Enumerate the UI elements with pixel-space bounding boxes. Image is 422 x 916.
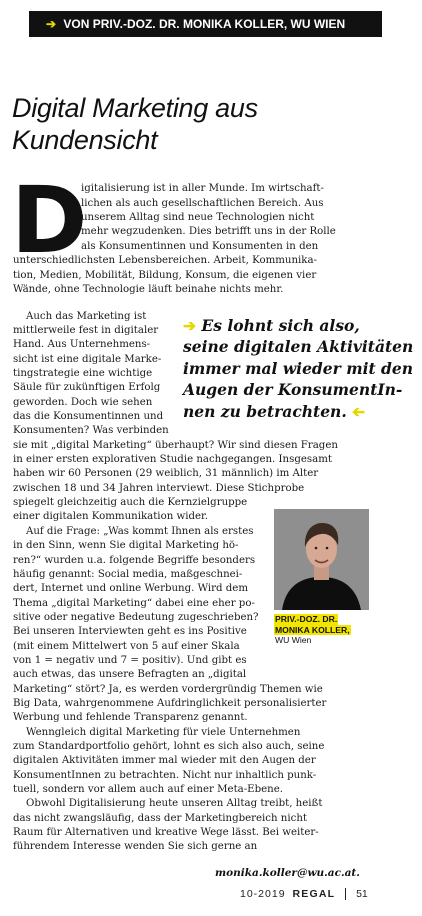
body-text-line: KonsumentInnen zu betrachten. Nicht nur inhaltlich punk- xyxy=(13,770,317,781)
body-text-line: in einer ersten explorativen Studie nachgegangen. Insgesamt xyxy=(13,454,332,465)
body-text-line: unterschiedlichsten Lebensbereichen. Arbeit, Kommunika- xyxy=(13,255,317,266)
arrow-right-icon: ➔ xyxy=(46,17,57,31)
caption-title: PRIV.-DOZ. DR. xyxy=(275,614,338,624)
body-text-line: tingstrategie eine wichtige xyxy=(13,368,153,379)
body-text-line: Hand. Aus Unternehmens- xyxy=(13,339,151,350)
body-text-line: geworden. Doch wie sehen xyxy=(13,397,153,408)
body-text-line: einer digitalen Kommunikation wider. xyxy=(13,511,209,522)
body-text-line: lichen als auch gesellschaftlichen Bereich. Aus xyxy=(81,198,324,209)
article-headline: Digital Marketing aus Kundensicht xyxy=(12,93,258,155)
body-text-line: digitalen Aktivitäten immer mal wieder mit den Augen der xyxy=(13,755,316,766)
pull-quote-line: Es lohnt sich also, xyxy=(201,316,360,335)
body-text-line: zum Standardportfolio gehört, lohnt es sich also auch, seine xyxy=(13,741,325,752)
body-text-line: auch etwas, das unsere Befragten an „digital xyxy=(13,669,247,680)
page-footer xyxy=(240,888,368,900)
body-text-line: Marketing“ stört? Ja, es werden vordergründig Themen wie xyxy=(13,684,323,695)
body-text-line: Thema „digital Marketing“ dabei eine eher po- xyxy=(13,598,255,609)
body-text-line: führendem Interesse wenden Sie sich gerne an xyxy=(13,841,258,852)
body-text-line: tion, Medien, Mobilität, Bildung, Konsum, die eigenen vier xyxy=(13,270,317,281)
body-text-line: sitive oder negative Bedeutung zugeschrieben? xyxy=(13,612,259,623)
body-text-line: Big Data, wahrgenommene Aufdringlichkeit personalisierter xyxy=(13,698,327,709)
banner-text: VON PRIV.-DOZ. DR. MONIKA KOLLER, WU WIEN xyxy=(63,17,346,31)
author-banner xyxy=(29,11,382,37)
body-text-line: als Konsumentinnen und Konsumenten in den xyxy=(81,241,319,252)
body-text-line: dert, Internet und online Werbung. Wird dem xyxy=(13,583,248,594)
pull-quote-line: seine digitalen Aktivitäten xyxy=(183,337,414,357)
body-text-line: spiegelt gleichzeitig auch die Kernzielgruppe xyxy=(13,497,248,508)
pull-quote-line: nen zu betrachten. xyxy=(183,401,347,421)
magazine-brand: REGAL xyxy=(292,888,336,900)
drop-cap: D xyxy=(11,167,88,274)
body-text-line: in den Sinn, wenn Sie digital Marketing hö- xyxy=(13,540,239,551)
body-text-line: Wände, ohne Technologie läuft beinahe nichts mehr. xyxy=(13,284,284,295)
pull-quote xyxy=(183,315,413,422)
pull-quote-line: immer mal wieder mit den xyxy=(183,358,414,378)
issue-date: 10-2019 xyxy=(240,888,286,900)
arrow-left-icon: ➔ xyxy=(352,401,366,421)
body-text-line: (mit einem Mittelwert von 5 auf einer Skala xyxy=(13,641,240,652)
arrow-right-icon: ➔ xyxy=(183,316,196,335)
page-number: 51 xyxy=(356,888,368,900)
body-text-line: Bei unseren Interviewten geht es ins Positive xyxy=(13,626,247,637)
body-text-line: zwischen 18 und 34 Jahren interviewt. Diese Stichprobe xyxy=(13,483,305,494)
body-text-line: Obwohl Digitalisierung heute unseren Alltag treibt, heißt xyxy=(26,798,323,809)
body-text-line: Werbung und fehlende Transparenz genannt. xyxy=(13,712,248,723)
body-text-line: Wenngleich digital Marketing für viele Unternehmen xyxy=(26,727,301,738)
body-text-line: igitalisierung ist in aller Munde. Im wirtschaft- xyxy=(81,183,324,194)
author-email[interactable]: monika.koller@wu.ac.at. xyxy=(215,867,360,879)
body-text-line: sie mit „digital Marketing“ überhaupt? Wir sind diesen Fragen xyxy=(13,440,338,451)
portrait-image xyxy=(274,509,369,610)
author-caption xyxy=(274,614,351,646)
pull-quote-line: Augen der KonsumentIn- xyxy=(183,380,403,400)
body-text-line: das nicht zwangsläufig, dass der Marketingbereich nicht xyxy=(13,813,307,824)
body-text-line: häufig genannt: Social media, maßgeschnei- xyxy=(13,569,243,580)
body-text-line: Auf die Frage: „Was kommt Ihnen als erstes xyxy=(26,526,254,537)
body-text-line: unserem Alltag sind neue Technologien nicht xyxy=(81,212,315,223)
body-text-line: ren?“ wurden u.a. folgende Begriffe besonders xyxy=(13,555,256,566)
footer-divider xyxy=(345,888,346,900)
body-text-line: Raum für Alternativen und kreative Wege lässt. Bei weiter- xyxy=(13,827,319,838)
body-text-line: von 1 = negativ und 7 = positiv). Und gibt es xyxy=(13,655,247,666)
body-text-line: haben wir 60 Personen (29 weiblich, 31 männlich) im Alter xyxy=(13,468,319,479)
body-text-line: tuell, sondern vor allem auch auf einer Meta-Ebene. xyxy=(13,784,283,795)
caption-affiliation: WU Wien xyxy=(275,635,312,645)
body-text-line: Auch das Marketing ist xyxy=(26,311,147,322)
body-text-line: sicht ist eine digitale Marke- xyxy=(13,354,162,365)
caption-name: MONIKA KOLLER, xyxy=(275,624,350,635)
body-text-line: mittlerweile fest in digitaler xyxy=(13,325,159,336)
author-photo xyxy=(274,509,369,610)
body-text-line: mehr wegzudenken. Dies betrifft uns in der Rolle xyxy=(81,226,336,237)
body-text-line: Säule für zukünftigen Erfolg xyxy=(13,382,161,393)
body-text-line: das die Konsumentinnen und xyxy=(13,411,164,422)
body-text-line: Konsumenten? Was verbinden xyxy=(13,425,169,436)
